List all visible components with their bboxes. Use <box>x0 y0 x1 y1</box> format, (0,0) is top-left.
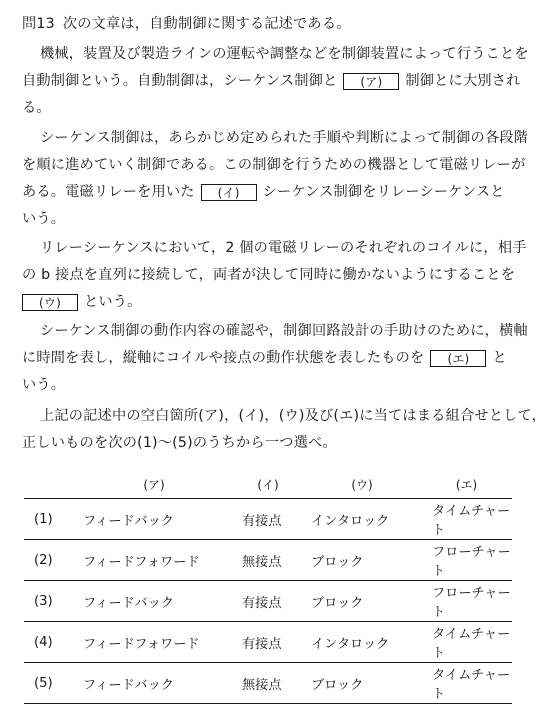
paragraph-4-line-3: いう。 <box>22 377 66 393</box>
paragraph-4-line-1: シーケンス制御の動作内容の確認や，制御回路設計の手助けのために，横軸 <box>40 323 528 339</box>
blank-e: (エ) <box>430 350 486 367</box>
table-cell: ブロック <box>303 663 422 704</box>
table-cell: ブロック <box>303 581 422 622</box>
choice-number: (1) <box>24 499 75 540</box>
paragraph-3-line-2: の b 接点を直列に接続して，両者が決して同時に働かないようにすることを <box>22 267 516 283</box>
table-cell: 無接点 <box>234 540 303 581</box>
paragraph-2-line-1: シーケンス制御は，あらかじめ定められた手順や判断によって制御の各段階 <box>40 130 529 146</box>
table-header-cell: (イ) <box>257 477 279 492</box>
table-row[interactable] <box>24 499 512 540</box>
table-cell: フローチャート <box>422 540 512 581</box>
table-row[interactable] <box>24 581 512 622</box>
choice-number: (3) <box>24 581 75 622</box>
paragraph-4-line-2 <box>22 348 507 368</box>
table-row[interactable] <box>24 622 512 663</box>
table-cell: 有接点 <box>234 622 303 663</box>
blank-i: (イ) <box>201 184 257 201</box>
table-cell: インタロック <box>303 499 422 540</box>
table-cell: ブロック <box>303 540 422 581</box>
table-header-cell: (エ) <box>455 477 478 492</box>
paragraph-2-text-a: ある。電磁リレーを用いた <box>22 184 195 200</box>
table-cell: フィードフォワード <box>75 622 234 663</box>
paragraph-1-line-2 <box>22 71 521 91</box>
table-cell: フィードバック <box>75 499 234 540</box>
paragraph-2-line-4: いう。 <box>22 211 66 227</box>
paragraph-5-line-1: 上記の記述中の空白箇所(ア)，(イ)，(ウ)及び(エ)に当てはまる組合せとして， <box>40 408 546 424</box>
paragraph-4-text-b: と <box>492 350 507 366</box>
choice-number: (4) <box>24 622 75 663</box>
table-cell: フィードフォワード <box>75 540 234 581</box>
table-cell: 有接点 <box>234 581 303 622</box>
paragraph-3-line-1: リレーシーケンスにおいて，2 個の電磁リレーのそれぞれのコイルに，相手 <box>40 240 527 256</box>
choice-number: (2) <box>24 540 75 581</box>
paragraph-4-text-a: に時間を表し，縦軸にコイルや接点の動作状態を表したものを <box>22 350 425 366</box>
paragraph-1-line-3: る。 <box>22 100 51 116</box>
paragraph-1-line-1: 機械，装置及び製造ラインの運転や調整などを制御装置によって行うことを <box>40 46 529 62</box>
table-header-cell: (ア) <box>143 477 165 492</box>
paragraph-2-line-3 <box>22 182 505 202</box>
paragraph-1-text-a: 自動制御という。自動制御は，シーケンス制御と <box>22 73 338 89</box>
paragraph-1-text-b: 制御とに大別され <box>405 73 521 89</box>
table-cell: 無接点 <box>234 663 303 704</box>
table-header-row <box>24 470 512 499</box>
question-intro: 次の文章は，自動制御に関する記述である。 <box>62 16 351 32</box>
table-cell: タイムチャート <box>422 622 512 663</box>
table-header-cell: (ウ) <box>351 477 373 492</box>
table-cell: インタロック <box>303 622 422 663</box>
table-cell: タイムチャート <box>422 499 512 540</box>
table-cell: 有接点 <box>234 499 303 540</box>
paragraph-2-text-b: シーケンス制御をリレーシーケンスと <box>262 184 505 200</box>
table-cell: フィードバック <box>75 581 234 622</box>
table-header-cell <box>24 470 75 499</box>
choice-number: (5) <box>24 663 75 704</box>
paragraph-3-text-b: という。 <box>84 294 142 310</box>
blank-a: (ア) <box>343 73 399 90</box>
table-cell: フローチャート <box>422 581 512 622</box>
paragraph-3-line-3 <box>22 292 142 312</box>
table-cell: タイムチャート <box>422 663 512 704</box>
table-row[interactable] <box>24 540 512 581</box>
question-number: 問13 <box>22 16 55 32</box>
answer-choices-table <box>24 470 512 704</box>
paragraph-5-line-2: 正しいものを次の(1)～(5)のうちから一つ選べ。 <box>22 435 337 451</box>
question-header <box>22 14 351 34</box>
table-row[interactable] <box>24 663 512 704</box>
blank-u: (ウ) <box>22 294 78 311</box>
table-cell: フィードバック <box>75 663 234 704</box>
paragraph-2-line-2: を順に進めていく制御である。この制御を行うための機器として電磁リレーが <box>22 157 526 173</box>
